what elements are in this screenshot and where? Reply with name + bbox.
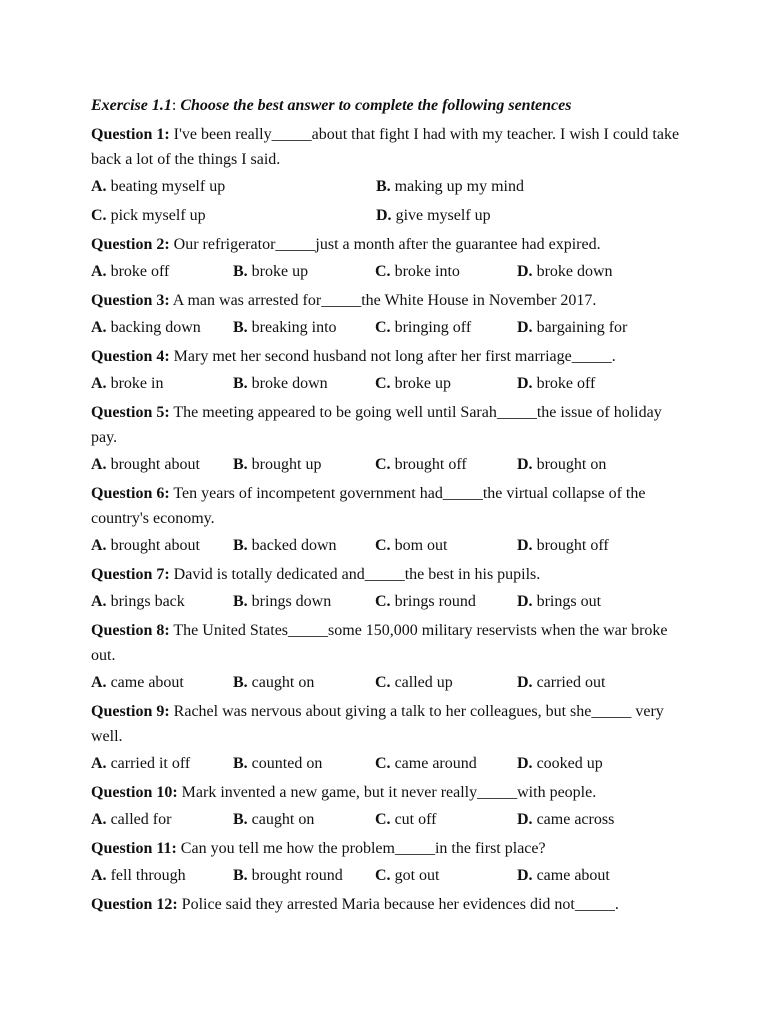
option-text: broke off (110, 263, 170, 280)
answer-option[interactable] (375, 590, 517, 614)
option-letter: D. (517, 593, 533, 610)
option-text: brought about (110, 456, 200, 473)
question-label: Question 9: (91, 703, 170, 720)
option-letter: A. (91, 674, 107, 691)
option-letter: B. (233, 674, 248, 691)
option-letter: B. (233, 867, 248, 884)
option-text: brings down (251, 593, 332, 610)
answer-option[interactable] (517, 260, 659, 284)
question-label: Question 3: (91, 292, 170, 309)
option-text: broke up (251, 263, 309, 280)
question-body: Mary met her second husband not long after her first marriage_____. (173, 348, 616, 365)
question-label: Question 2: (91, 236, 170, 253)
answer-option[interactable] (91, 260, 233, 284)
option-text: brings back (110, 593, 185, 610)
answer-options (91, 752, 691, 776)
option-text: making up my mind (394, 178, 524, 195)
option-text: called up (394, 674, 453, 691)
option-letter: D. (517, 867, 533, 884)
question-body: Rachel was nervous about giving a talk to her colleagues, but she_____ very well. (91, 703, 664, 745)
answer-option[interactable] (91, 534, 233, 558)
question-text (91, 892, 691, 917)
answer-options (91, 671, 691, 695)
answer-option[interactable] (375, 316, 517, 340)
question-text (91, 699, 691, 749)
question-label: Question 12: (91, 896, 178, 913)
option-text: bringing off (394, 319, 472, 336)
option-text: backed down (251, 537, 337, 554)
question-text (91, 400, 691, 450)
question-body: Mark invented a new game, but it never really_____with people. (181, 784, 597, 801)
option-letter: C. (375, 674, 391, 691)
answer-option[interactable] (91, 752, 233, 776)
option-letter: C. (91, 207, 107, 224)
question-text (91, 344, 691, 369)
option-letter: C. (375, 375, 391, 392)
option-text: came around (394, 755, 477, 772)
option-letter: C. (375, 811, 391, 828)
option-letter: D. (517, 375, 533, 392)
question-body: Police said they arrested Maria because her evidences did not_____. (181, 896, 619, 913)
question-text (91, 618, 691, 668)
option-text: brought off (394, 456, 467, 473)
answer-options (91, 534, 691, 558)
answer-options (91, 372, 691, 396)
option-letter: C. (375, 456, 391, 473)
option-letter: C. (375, 593, 391, 610)
question-label: Question 7: (91, 566, 170, 583)
option-letter: A. (91, 456, 107, 473)
answer-option[interactable] (233, 534, 375, 558)
option-letter: A. (91, 178, 107, 195)
question-text (91, 122, 691, 172)
answer-option[interactable] (375, 260, 517, 284)
option-text: bom out (394, 537, 448, 554)
option-letter: C. (375, 867, 391, 884)
option-letter: B. (233, 263, 248, 280)
option-text: carried it off (110, 755, 191, 772)
option-text: caught on (251, 674, 315, 691)
option-text: backing down (110, 319, 201, 336)
option-letter: A. (91, 319, 107, 336)
option-letter: B. (233, 375, 248, 392)
question-text (91, 780, 691, 805)
option-letter: D. (517, 811, 533, 828)
answer-option[interactable] (91, 372, 233, 396)
answer-option[interactable] (375, 534, 517, 558)
answer-option[interactable] (91, 204, 376, 228)
question-text (91, 562, 691, 587)
question-body: Can you tell me how the problem_____in the first place? (180, 840, 546, 857)
answer-option[interactable] (233, 808, 375, 832)
answer-options (91, 453, 691, 477)
option-text: cooked up (536, 755, 603, 772)
question-text (91, 288, 691, 313)
answer-option[interactable] (91, 864, 233, 888)
option-text: brings out (536, 593, 602, 610)
answer-option[interactable] (517, 671, 659, 695)
option-text: broke into (394, 263, 460, 280)
option-text: brought about (110, 537, 200, 554)
option-text: caught on (251, 811, 315, 828)
option-text: cut off (394, 811, 437, 828)
answer-option[interactable] (375, 808, 517, 832)
exercise-separator: : (171, 97, 177, 114)
option-letter: D. (517, 263, 533, 280)
question-body: David is totally dedicated and_____the best in his pupils. (173, 566, 541, 583)
question-text (91, 836, 691, 861)
answer-option[interactable] (233, 316, 375, 340)
answer-options (91, 590, 691, 614)
answer-option[interactable] (91, 808, 233, 832)
question-text (91, 232, 691, 257)
option-letter: A. (91, 811, 107, 828)
option-letter: C. (375, 755, 391, 772)
option-text: give myself up (395, 207, 491, 224)
question-label: Question 10: (91, 784, 178, 801)
option-letter: C. (375, 319, 391, 336)
option-letter: D. (517, 456, 533, 473)
answer-option[interactable] (517, 752, 659, 776)
question-body: Ten years of incompetent government had_____the virtual collapse of the country's economy. (91, 485, 646, 527)
answer-option[interactable] (91, 453, 233, 477)
answer-option[interactable] (375, 752, 517, 776)
option-letter: A. (91, 263, 107, 280)
answer-options (91, 864, 691, 888)
question-label: Question 11: (91, 840, 177, 857)
option-letter: A. (91, 375, 107, 392)
option-letter: C. (375, 537, 391, 554)
option-text: counted on (251, 755, 323, 772)
answer-option[interactable] (375, 864, 517, 888)
option-text: brought off (536, 537, 609, 554)
answer-option[interactable] (233, 864, 375, 888)
option-text: brought up (251, 456, 322, 473)
option-letter: A. (91, 755, 107, 772)
option-text: broke up (394, 375, 451, 392)
document-page (91, 94, 691, 920)
option-letter: D. (376, 207, 392, 224)
answer-options (91, 316, 691, 340)
option-letter: B. (233, 319, 248, 336)
answer-option[interactable] (233, 372, 375, 396)
option-text: carried out (536, 674, 606, 691)
answer-option[interactable] (91, 316, 233, 340)
question-body: A man was arrested for_____the White House in November 2017. (172, 292, 597, 309)
answer-option[interactable] (233, 752, 375, 776)
answer-option[interactable] (91, 175, 376, 199)
option-letter: A. (91, 537, 107, 554)
option-text: broke off (536, 375, 596, 392)
option-letter: D. (517, 755, 533, 772)
answer-option[interactable] (375, 372, 517, 396)
question-list (91, 122, 691, 917)
question-body: The United States_____some 150,000 military reservists when the war broke out. (91, 622, 668, 664)
option-letter: B. (233, 456, 248, 473)
option-text: beating myself up (110, 178, 226, 195)
answer-option[interactable] (375, 671, 517, 695)
question-label: Question 6: (91, 485, 170, 502)
answer-option[interactable] (517, 534, 659, 558)
option-text: came across (536, 811, 615, 828)
answer-option[interactable] (91, 590, 233, 614)
option-letter: B. (376, 178, 391, 195)
option-text: broke in (110, 375, 164, 392)
option-text: fell through (110, 867, 186, 884)
answer-option[interactable] (91, 671, 233, 695)
option-letter: B. (233, 755, 248, 772)
option-letter: D. (517, 674, 533, 691)
option-text: broke down (251, 375, 328, 392)
answer-option[interactable] (375, 453, 517, 477)
answer-option[interactable] (517, 590, 659, 614)
option-letter: D. (517, 319, 533, 336)
option-text: came about (110, 674, 184, 691)
option-text: brought round (251, 867, 343, 884)
option-text: brought on (536, 456, 607, 473)
question-label: Question 1: (91, 126, 170, 143)
answer-option[interactable] (517, 372, 659, 396)
option-text: got out (394, 867, 440, 884)
option-letter: A. (91, 593, 107, 610)
option-text: called for (110, 811, 172, 828)
option-text: pick myself up (110, 207, 206, 224)
option-letter: D. (517, 537, 533, 554)
answer-option[interactable] (233, 260, 375, 284)
question-body: I've been really_____about that fight I had with my teacher. I wish I could take back a lot of the things I said. (91, 126, 680, 168)
answer-option[interactable] (233, 671, 375, 695)
answer-option[interactable] (376, 175, 661, 199)
answer-options (91, 175, 691, 228)
question-body: Our refrigerator_____just a month after the guarantee had expired. (173, 236, 601, 253)
question-text (91, 481, 691, 531)
option-text: breaking into (251, 319, 337, 336)
answer-option[interactable] (517, 316, 659, 340)
option-letter: B. (233, 593, 248, 610)
question-label: Question 4: (91, 348, 170, 365)
option-letter: A. (91, 867, 107, 884)
answer-option[interactable] (517, 453, 659, 477)
question-label: Question 8: (91, 622, 170, 639)
exercise-title (91, 94, 691, 118)
answer-options (91, 260, 691, 284)
answer-option[interactable] (517, 864, 659, 888)
option-text: broke down (536, 263, 613, 280)
answer-option[interactable] (376, 204, 661, 228)
question-label: Question 5: (91, 404, 170, 421)
option-text: came about (536, 867, 610, 884)
option-letter: B. (233, 537, 248, 554)
option-letter: C. (375, 263, 391, 280)
answer-option[interactable] (517, 808, 659, 832)
answer-option[interactable] (233, 590, 375, 614)
option-letter: B. (233, 811, 248, 828)
option-text: bargaining for (536, 319, 628, 336)
option-text: brings round (394, 593, 476, 610)
answer-options (91, 808, 691, 832)
question-body: The meeting appeared to be going well until Sarah_____the issue of holiday pay. (91, 404, 662, 446)
exercise-instruction: Choose the best answer to complete the following sentences (180, 97, 572, 114)
exercise-label: Exercise 1.1 (91, 97, 172, 114)
answer-option[interactable] (233, 453, 375, 477)
